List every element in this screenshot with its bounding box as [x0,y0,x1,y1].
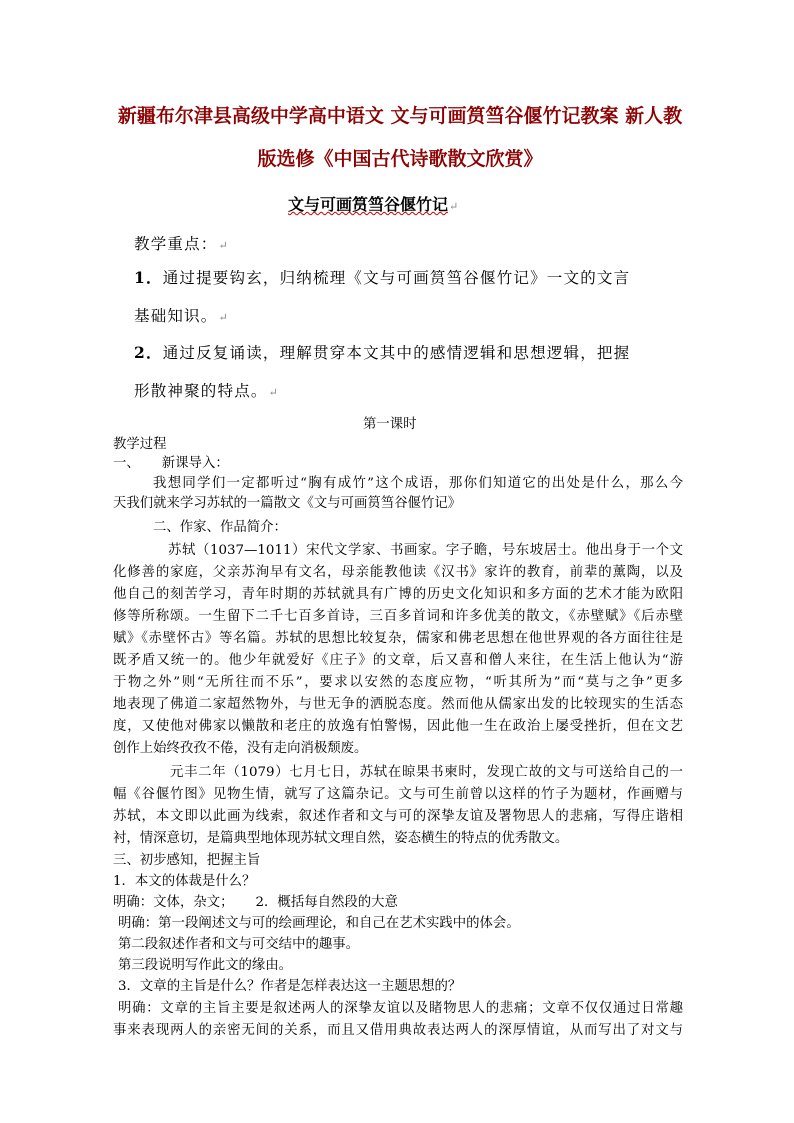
author-line-7: 于物之外”则“无所往而不乐”，要求以安然的态度应物，“听其所为”而“莫与之争”更多 [113,675,683,690]
author-line-10: 创作上始终孜孜不倦，没有走向消极颓废。 [113,741,368,756]
process-heading: 教学过程 [113,437,167,452]
answer-1: 明确：文体，杂文； [113,895,234,910]
objective-2-line-b [134,379,279,401]
objective-2-text-b: 形散神聚的特点。 [134,382,268,400]
objective-1-line-a [134,266,630,288]
document-title-line2: 版选修《中国古代诗歌散文欣赏》 [257,148,543,170]
paragraph-mark-icon: ↵ [218,239,229,252]
objectives-label-line [134,232,229,254]
author-line-3: 他自己的刻苦学习，青年时期的苏轼就具有广博的历史文化知识和多方面的艺术才能为欧阳 [113,587,683,602]
objective-2-line-a [134,341,630,363]
question-1: 1．本文的体裁是什么？ [113,874,256,889]
objective-1-text-a: 通过提要钩玄，归纳梳理《文与可画筼筜谷偃竹记》一文的文言 [162,269,631,287]
answer-2-line-1: 明确：第一段阐述文与可的绘画理论，和自己在艺术实践中的体会。 [118,916,520,931]
paragraph-mark-icon: ↵ [268,386,280,399]
section-3-heading: 三、初步感知，把握主旨 [113,853,261,868]
work-line-1: 元丰二年（1079）七月七日，苏轼在晾果书柬时，发现亡故的文与可送给自己的一 [170,765,683,780]
document-title-line1: 新疆布尔津县高级中学高中语文 文与可画筼筜谷偃竹记教案 新人教 [117,105,683,127]
answer-2-line-3: 第三段说明写作此文的缘由。 [118,958,293,973]
answer-3-line-2: 事来表现两人的亲密无间的关系，而且又借用典故表达两人的深厚情谊，从而写出了对文与 [113,1023,683,1038]
section-1-label: 新课导入： [161,456,229,471]
objective-1-line-b [134,304,229,326]
work-line-3: 苏轼，本文即以此画为线索，叙述作者和文与可的深挚友谊及署物思人的悲痛，写得庄谐相 [113,809,683,824]
objective-1-number: 1． [134,268,163,287]
author-line-1: 苏轼（1037—1011）宋代文学家、书画家。字子瞻，号东坡居士。他出身于一个文 [168,543,683,558]
objective-2-number: 2． [134,343,163,362]
author-line-8: 地表现了佛道二家超然物外，与世无争的洒脱态度。然而他从儒家出发的比较现实的生活态 [113,697,683,712]
answer-3-line-1: 明确：文章的主旨主要是叙述两人的深挚友谊以及睹物思人的悲痛；文章不仅仅通过日常趣 [118,1001,683,1016]
lesson-heading: 第一课时 [363,417,417,432]
intro-line-2: 天我们就来学习苏轼的一篇散文《文与可画筼筜谷偃竹记》 [113,496,462,511]
author-line-4: 修等所称颂。一生留下二千七百多首诗，三百多首词和许多优美的散文，《赤壁赋》《后赤壁 [113,609,683,624]
section-1-number: 一、 [113,456,140,471]
intro-line-1: 我想同学们一定都听过“胸有成竹”这个成语，那你们知道它的出处是什么，那么今 [153,476,683,491]
author-line-2: 化修善的家庭，父亲苏洵早有文名，母亲能教他读《汉书》家许的教育，前辈的薰陶，以及 [113,565,683,580]
work-line-2: 幅《谷偃竹图》见物生情，就写了这篇杂记。文与可生前曾以这样的竹子为题材，作画赠与 [113,787,683,802]
question-3: 3．文章的主旨是什么？作者是怎样表达这一主题思想的？ [118,979,462,994]
work-line-4: 衬，情深意切，是篇典型地体现苏轼文理自然，姿态横生的特点的优秀散文。 [113,831,569,846]
author-line-6: 既矛盾又统一的。他少年就爱好《庄子》的文章，后又喜和僧人来往，在生活上他认为“游 [113,653,683,668]
author-line-5: 赋》《赤壁怀古》等名篇。苏轼的思想比较复杂，儒家和佛老思想在他世界观的各方面往往是 [113,631,683,646]
answer-1-line [113,891,398,910]
objective-1-text-b: 基础知识。 [134,307,218,325]
essay-subtitle [288,192,458,215]
subtitle-text: 文与可画筼筜谷偃竹记 [288,195,449,214]
objective-2-text-a: 通过反复诵读，理解贯穿本文其中的感情逻辑和思想逻辑，把握 [162,344,631,362]
section-1-heading [113,452,229,471]
paragraph-mark-icon: ↵ [218,311,229,324]
answer-2-line-2: 第二段叙述作者和文与可交结中的趣事。 [118,937,360,952]
section-2-heading: 二、作家、作品简介： [153,520,287,535]
paragraph-mark-icon: ↵ [449,200,459,213]
objectives-label: 教学重点： [134,235,218,253]
author-line-9: 度，又使他对佛家以懒散和老庄的放逸有怕警惕，因此他一生在政治上屡受挫折，但在文艺 [113,719,683,734]
question-2: 2．概括每自然段的大意 [255,895,398,910]
